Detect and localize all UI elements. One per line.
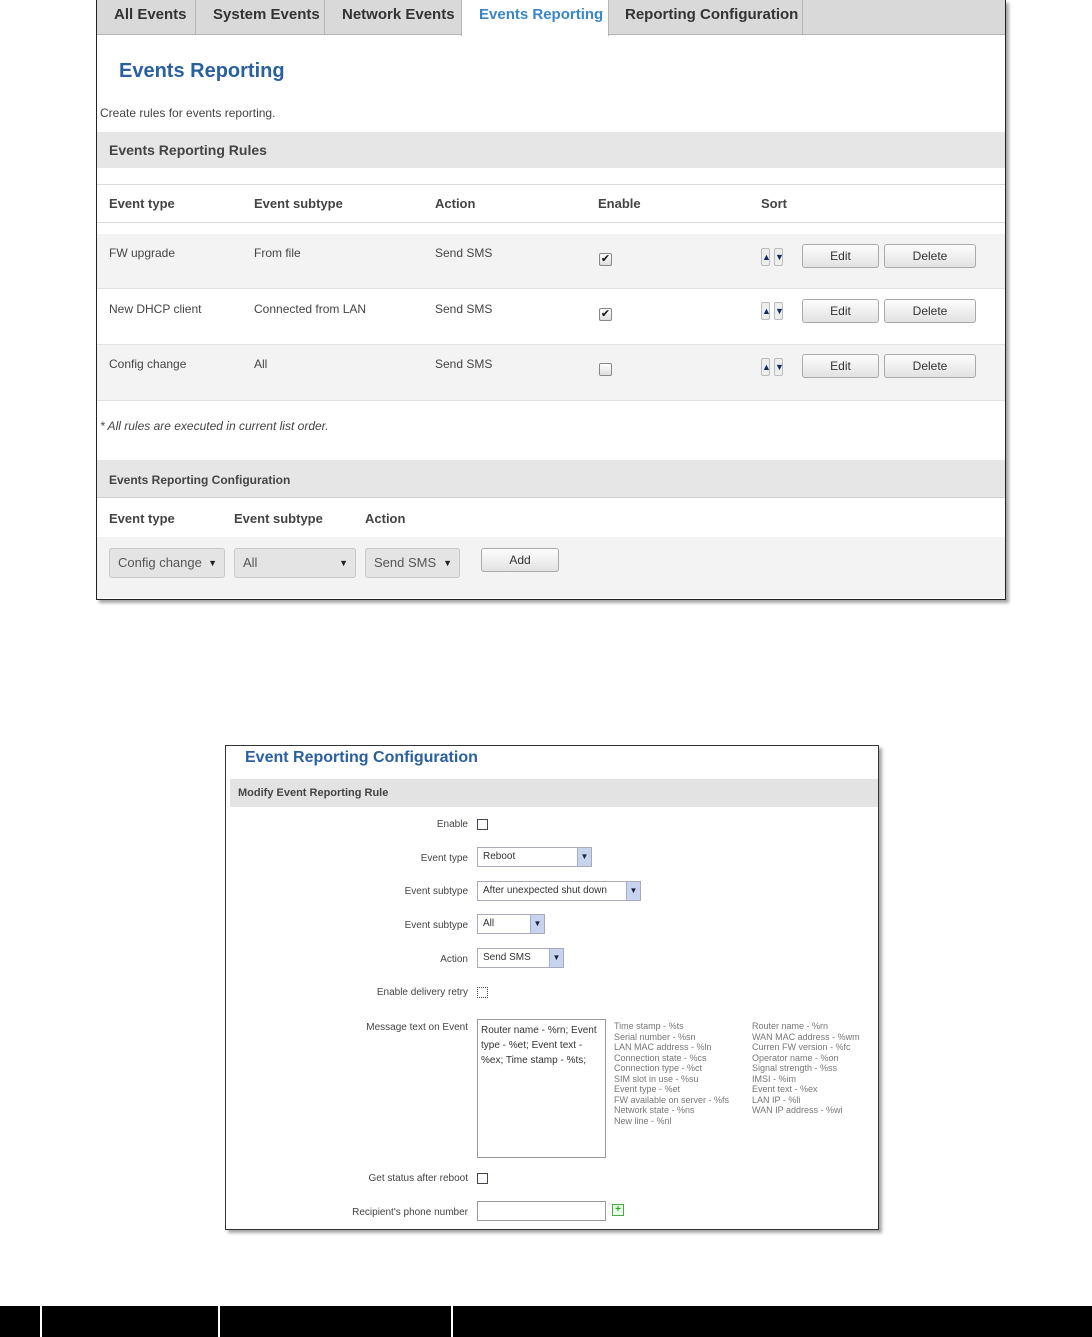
variables-list-left xyxy=(614,1021,729,1126)
variable-hint: Signal strength - %ss xyxy=(752,1063,838,1073)
rules-section-header xyxy=(97,132,1005,168)
variable-hint: Network state - %ns xyxy=(614,1105,695,1115)
variable-hint: Router name - %rn xyxy=(752,1021,829,1031)
col-header-action: Action xyxy=(365,511,406,526)
variable-hint: Connection type - %ct xyxy=(614,1063,703,1073)
event-type-select[interactable] xyxy=(477,847,592,867)
col-header-event-type: Event type xyxy=(109,196,175,211)
cell-action: Send SMS xyxy=(435,357,493,371)
tab-system-events[interactable]: System Events xyxy=(196,0,325,35)
action-select-value: Send SMS xyxy=(483,952,531,963)
get-status-checkbox[interactable] xyxy=(477,1173,488,1184)
variable-hint: New line - %nl xyxy=(614,1115,672,1126)
cell-event-subtype: Connected from LAN xyxy=(254,302,367,316)
variable-hint: Curren FW version - %fc xyxy=(752,1042,851,1052)
event-subtype-select[interactable] xyxy=(234,548,356,578)
variable-hint: Connection state - %cs xyxy=(614,1052,707,1063)
variable-hint: IMSI - %im xyxy=(752,1073,796,1084)
modify-rule-panel xyxy=(225,745,879,1230)
enable-checkbox[interactable] xyxy=(599,363,612,376)
event-subtype-label: Event subtype xyxy=(404,886,468,897)
move-up-icon[interactable]: ▲ xyxy=(761,358,770,376)
message-textarea[interactable]: Router name - %rn; Event type - %et; Event text - %ex; Time stamp - %ts; xyxy=(477,1019,606,1158)
enable-checkbox[interactable]: ✔ xyxy=(600,253,611,265)
delivery-retry-checkbox[interactable] xyxy=(477,987,488,998)
edit-button[interactable]: Edit xyxy=(802,354,879,378)
enable-label: Enable xyxy=(436,819,468,830)
add-button[interactable]: Add xyxy=(481,548,559,572)
panel-title: Event Reporting Configuration xyxy=(245,749,478,766)
tab-all-events[interactable]: All Events xyxy=(97,0,196,35)
add-icon[interactable]: + xyxy=(612,1204,624,1216)
events-reporting-panel xyxy=(96,0,1006,600)
chevron-down-icon: ▼ xyxy=(339,558,348,568)
message-label: Message text on Event xyxy=(366,1022,468,1033)
cell-event-type: Config change xyxy=(109,357,187,371)
tab-bar xyxy=(97,0,1005,35)
config-section-header xyxy=(97,460,1005,498)
cell-event-type: FW upgrade xyxy=(109,246,176,260)
variable-hint: Serial number - %sn xyxy=(614,1031,696,1042)
cell-action: Send SMS xyxy=(435,246,493,260)
cell-event-type: New DHCP client xyxy=(109,302,202,316)
tab-reporting-configuration[interactable]: Reporting Configuration xyxy=(608,0,803,35)
phone-label: Recipient's phone number xyxy=(352,1207,468,1218)
footer-divider xyxy=(40,1306,42,1337)
action-select[interactable] xyxy=(365,548,460,578)
event-subtype2-label: Event subtype xyxy=(404,920,468,931)
col-header-sort: Sort xyxy=(761,196,787,211)
phone-number-input[interactable] xyxy=(477,1201,606,1221)
col-header-event-type: Event type xyxy=(109,511,175,526)
delete-button[interactable]: Delete xyxy=(884,244,976,268)
move-up-icon[interactable]: ▲ xyxy=(761,248,770,266)
event-subtype-select[interactable] xyxy=(477,881,641,901)
order-note: * All rules are executed in current list order. xyxy=(100,419,329,433)
variables-list-right xyxy=(752,1021,860,1116)
chevron-down-icon: ▼ xyxy=(626,882,640,900)
action-label: Action xyxy=(440,954,468,965)
action-select-value: Send SMS xyxy=(374,555,437,570)
variable-hint: FW available on server - %fs xyxy=(614,1094,730,1105)
variable-hint: Event text - %ex xyxy=(752,1084,818,1094)
chevron-down-icon: ▼ xyxy=(443,558,452,568)
variable-hint: WAN IP address - %wi xyxy=(752,1105,843,1115)
enable-checkbox[interactable] xyxy=(477,819,488,830)
edit-button[interactable]: Edit xyxy=(802,299,879,323)
divider xyxy=(97,222,1005,223)
footer-divider xyxy=(451,1306,453,1337)
tab-events-reporting[interactable]: Events Reporting xyxy=(461,0,609,36)
chevron-down-icon: ▼ xyxy=(208,558,217,568)
variable-hint: LAN MAC address - %ln xyxy=(614,1042,712,1052)
enable-checkbox[interactable]: ✔ xyxy=(600,308,611,320)
cell-event-subtype: From file xyxy=(254,246,301,260)
move-down-icon[interactable]: ▼ xyxy=(774,248,783,266)
config-section-title: Events Reporting Configuration xyxy=(109,473,291,487)
chevron-down-icon: ▼ xyxy=(530,915,544,933)
config-row xyxy=(97,537,1005,598)
move-down-icon[interactable]: ▼ xyxy=(774,302,783,320)
col-header-event-subtype: Event subtype xyxy=(234,511,323,526)
event-subtype2-select-value: All xyxy=(483,918,495,929)
variable-hint: WAN MAC address - %wm xyxy=(752,1031,860,1042)
cell-event-subtype: All xyxy=(254,357,268,371)
delivery-retry-label: Enable delivery retry xyxy=(376,987,468,998)
chevron-down-icon: ▼ xyxy=(577,848,591,866)
col-header-event-subtype: Event subtype xyxy=(254,196,343,211)
variable-hint: Time stamp - %ts xyxy=(614,1021,684,1031)
edit-button[interactable]: Edit xyxy=(802,244,879,268)
variable-hint: Operator name - %on xyxy=(752,1052,839,1063)
move-up-icon[interactable]: ▲ xyxy=(761,302,770,320)
footer-divider xyxy=(218,1306,220,1337)
cell-action: Send SMS xyxy=(435,302,493,316)
variable-hint: LAN IP - %li xyxy=(752,1094,801,1105)
page-title: Events Reporting xyxy=(119,60,285,82)
page-description: Create rules for events reporting. xyxy=(100,106,276,120)
variable-hint: Event type - %et xyxy=(614,1084,681,1094)
action-select[interactable] xyxy=(477,948,564,968)
delete-button[interactable]: Delete xyxy=(884,299,976,323)
table-row xyxy=(97,234,1005,289)
variable-hint: SIM slot in use - %su xyxy=(614,1073,699,1084)
table-row xyxy=(97,345,1005,401)
event-type-select[interactable] xyxy=(109,548,225,578)
modify-section-header xyxy=(230,779,878,807)
get-status-label: Get status after reboot xyxy=(368,1173,468,1184)
tab-network-events[interactable]: Network Events xyxy=(325,0,462,35)
event-subtype-select-value: All xyxy=(243,555,258,570)
table-row xyxy=(97,289,1005,345)
rules-section-title: Events Reporting Rules xyxy=(109,142,267,158)
event-type-select-value: Reboot xyxy=(483,851,516,862)
delete-button[interactable]: Delete xyxy=(884,354,976,378)
modify-section-title: Modify Event Reporting Rule xyxy=(238,787,389,799)
move-down-icon[interactable]: ▼ xyxy=(774,358,783,376)
chevron-down-icon: ▼ xyxy=(549,949,563,967)
footer-bar xyxy=(0,1306,1092,1337)
event-subtype-select-value: After unexpected shut down xyxy=(483,885,607,896)
col-header-enable: Enable xyxy=(598,196,641,211)
event-subtype2-select[interactable] xyxy=(477,914,545,934)
col-header-action: Action xyxy=(435,196,476,211)
event-type-label: Event type xyxy=(420,853,468,864)
divider xyxy=(97,184,1005,185)
event-type-select-value: Config change xyxy=(118,555,202,570)
